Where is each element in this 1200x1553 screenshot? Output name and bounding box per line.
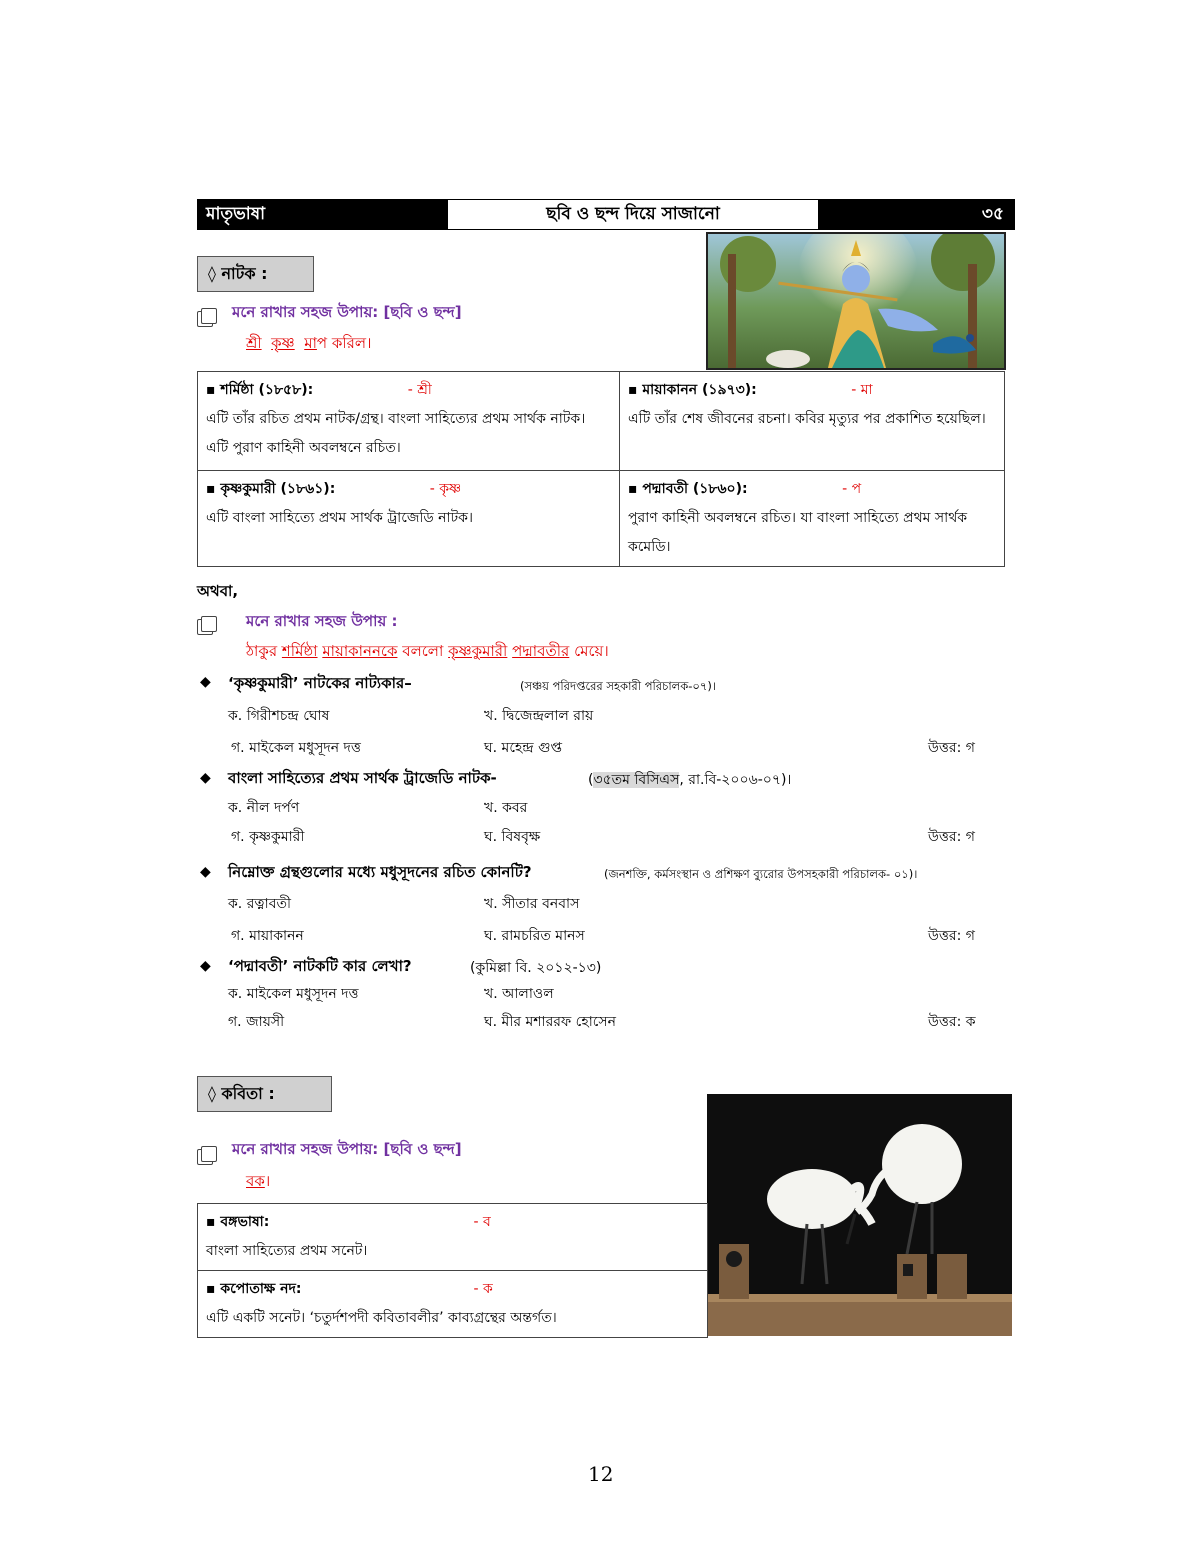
option: গ. মায়াকানন xyxy=(231,928,304,944)
mnemonic-word: পদ্মাবতীর xyxy=(512,642,570,660)
mnemonic-word: কৃষ্ণকুমারী xyxy=(448,642,508,660)
option: ক. মাইকেল মধুসূদন দত্ত xyxy=(228,986,359,1002)
tip-label: মনে রাখার সহজ উপায়: [ছবি ও ছন্দ] xyxy=(232,303,462,321)
cell-text: এটি বাংলা সাহিত্যে প্রথম সার্থক ট্রাজেডি নাটক। xyxy=(206,510,473,526)
natok-table xyxy=(197,371,1005,567)
cell-code: - ক xyxy=(473,1281,493,1297)
option: গ. কৃষ্ণকুমারী xyxy=(231,829,305,845)
cell-title: মায়াকানন (১৯৭৩): xyxy=(642,382,757,398)
mnemonic-word: ঠাকুর xyxy=(246,642,278,660)
mnemonic-word: বক xyxy=(246,1172,265,1190)
mnemonic-line-1 xyxy=(246,332,371,357)
krishna-image xyxy=(706,232,1006,370)
mnemonic-word: । xyxy=(264,1172,271,1190)
cell-title: শর্মিষ্ঠা (১৮৫৮): xyxy=(220,382,314,398)
cell-code: - শ্রী xyxy=(407,382,432,398)
mnemonic-word: শর্মিষ্ঠা xyxy=(281,642,318,660)
diamond-icon: ◆ xyxy=(200,864,211,880)
tip-label: মনে রাখার সহজ উপায় : xyxy=(246,612,398,630)
egret-image xyxy=(707,1094,1012,1336)
mnemonic-word: শ্রী xyxy=(246,334,262,352)
diamond-icon: ◆ xyxy=(200,770,211,786)
cell-code: - প xyxy=(842,481,862,497)
cell-title: বঙ্গভাষা: xyxy=(220,1214,270,1230)
table-cell: ▪ কপোতাক্ষ নদ: - ক এটি একটি সনেট। ‘চতুর্দশপদী কবিতাবলীর’ কাব্যগ্রন্থের অন্তর্গত। xyxy=(198,1271,708,1338)
note-icon xyxy=(201,616,217,632)
tip-label: মনে রাখার সহজ উপায়: [ছবি ও ছন্দ] xyxy=(232,1140,462,1158)
table-cell: ▪ পদ্মাবতী (১৮৬০): - প পুরাণ কাহিনী অবলম্বনে রচিত। যা বাংলা সাহিত্যে প্রথম সার্থক কমেডি। xyxy=(620,471,1005,567)
header-title: ছবি ও ছন্দ দিয়ে সাজানো xyxy=(448,200,818,229)
cell-title: কপোতাক্ষ নদ: xyxy=(220,1281,302,1297)
cell-text: বাংলা সাহিত্যের প্রথম সনেট। xyxy=(206,1243,368,1259)
question-source: (কুমিল্লা বি. ২০১২-১৩) xyxy=(470,960,602,976)
note-icon xyxy=(201,308,217,324)
answer: উত্তর: গ xyxy=(928,740,975,756)
answer: উত্তর: ক xyxy=(928,1014,976,1030)
cell-code: - কৃষ্ণ xyxy=(429,481,462,497)
option: খ. আলাওল xyxy=(484,986,554,1002)
egret-illustration xyxy=(707,1094,1012,1336)
table-cell: ▪ কৃষ্ণকুমারী (১৮৬১): - কৃষ্ণ এটি বাংলা সাহিত্যে প্রথম সার্থক ট্রাজেডি নাটক। xyxy=(198,471,620,567)
option: ক. নীল দর্পণ xyxy=(228,800,300,816)
option: ক. গিরীশচন্দ্র ঘোষ xyxy=(228,708,330,724)
option: খ. কবর xyxy=(484,800,528,816)
option: ঘ. রামচরিত মানস xyxy=(484,928,585,944)
mnemonic-word: কৃষ্ণ xyxy=(271,334,295,352)
option: খ. সীতার বনবাস xyxy=(484,896,580,912)
note-icon xyxy=(201,1146,217,1162)
option: খ. দ্বিজেন্দ্রলাল রায় xyxy=(484,708,594,724)
section-heading-kobita: ◊ কবিতা : xyxy=(197,1076,332,1112)
cell-text: এটি তাঁর রচিত প্রথম নাটক/গ্রন্থ। বাংলা সাহিত্যের প্রথম সার্থক নাটক। এটি পুরাণ কাহিনী অবলম্বনে রচিত। xyxy=(206,411,586,456)
diamond-icon: ◆ xyxy=(200,674,211,690)
mnemonic-word: করিল। xyxy=(331,334,372,352)
question-source xyxy=(588,768,791,792)
option: ঘ. বিষবৃক্ষ xyxy=(484,829,541,845)
page-number: 12 xyxy=(588,1462,614,1486)
question-text: ‘কৃষ্ণকুমারী’ নাটকের নাট্যকার– xyxy=(228,674,412,692)
or-label: অথবা, xyxy=(197,582,239,600)
section-heading-natok: ◊ নাটক : xyxy=(197,256,314,292)
source-part: , রা.বি-২০০৬-০৭)। xyxy=(679,772,792,788)
source-highlight: ৩৫তম বিসিএস xyxy=(593,772,680,788)
cell-text: পুরাণ কাহিনী অবলম্বনে রচিত। যা বাংলা সাহিত্যে প্রথম সার্থক কমেডি। xyxy=(628,510,968,555)
option: গ. মাইকেল মধুসূদন দত্ত xyxy=(231,740,361,756)
table-cell: ▪ শর্মিষ্ঠা (১৮৫৮): - শ্রী এটি তাঁর রচিত প্রথম নাটক/গ্রন্থ। বাংলা সাহিত্যের প্রথম সার্থক নাটক। এটি পুরাণ কাহিনী অবলম্বনে রচিত। xyxy=(198,372,620,471)
cell-title: পদ্মাবতী (১৮৬০): xyxy=(642,481,748,497)
cell-text: এটি একটি সনেট। ‘চতুর্দশপদী কবিতাবলীর’ কাব্যগ্রন্থের অন্তর্গত। xyxy=(206,1310,557,1326)
option: ঘ. মীর মশাররফ হোসেন xyxy=(484,1014,617,1030)
kobita-table xyxy=(197,1203,708,1338)
table-row xyxy=(198,1271,708,1338)
table-cell: ▪ মায়াকানন (১৯৭৩): - মা এটি তাঁর শেষ জীবনের রচনা। কবির মৃত্যুর পর প্রকাশিত হয়েছিল। xyxy=(620,372,1005,471)
question-source: (সঞ্চয় পরিদপ্তরের সহকারী পরিচালক-০৭)। xyxy=(520,679,716,693)
option: ক. রত্নাবতী xyxy=(228,896,292,912)
question-text: বাংলা সাহিত্যের প্রথম সার্থক ট্রাজেডি নাটক- xyxy=(228,769,497,787)
header-subject: মাতৃভাষা xyxy=(198,200,448,229)
option: গ. জায়সী xyxy=(228,1014,285,1030)
question-text: ‘পদ্মাবতী’ নাটকটি কার লেখা? xyxy=(228,957,412,975)
table-row xyxy=(198,372,1005,471)
question-text: নিম্নোক্ত গ্রন্থগুলোর মধ্যে মধুসূদনের রচিত কোনটি? xyxy=(228,863,532,881)
table-row xyxy=(198,1204,708,1271)
question-source: (জনশক্তি, কর্মসংস্থান ও প্রশিক্ষণ ব্যুরোর উপসহকারী পরিচালক- ০১)। xyxy=(604,867,918,881)
mnemonic-word: মেয়ে। xyxy=(574,642,609,660)
krishna-illustration xyxy=(708,234,1004,368)
answer: উত্তর: গ xyxy=(928,829,975,845)
table-cell: ▪ বঙ্গভাষা: - ব বাংলা সাহিত্যের প্রথম সনেট। xyxy=(198,1204,708,1271)
mnemonic-word: বললো xyxy=(402,642,444,660)
mnemonic-line-2 xyxy=(246,640,609,665)
header-page-ref: ৩৫ xyxy=(818,200,1014,229)
cell-code: - মা xyxy=(851,382,873,398)
option: ঘ. মহেন্দ্র গুপ্ত xyxy=(484,740,562,756)
mnemonic-word: প xyxy=(316,334,328,352)
table-row xyxy=(198,471,1005,567)
diamond-icon: ◆ xyxy=(200,958,211,974)
source-part: ( xyxy=(588,772,594,788)
mnemonic-word: মা xyxy=(304,334,317,352)
cell-code: - ব xyxy=(473,1214,491,1230)
cell-title: কৃষ্ণকুমারী (১৮৬১): xyxy=(220,481,336,497)
cell-text: এটি তাঁর শেষ জীবনের রচনা। কবির মৃত্যুর পর প্রকাশিত হয়েছিল। xyxy=(628,411,986,427)
mnemonic-word: মায়াকাননকে xyxy=(322,642,398,660)
page-header xyxy=(197,199,1015,230)
mnemonic-line-3 xyxy=(246,1170,270,1195)
answer: উত্তর: গ xyxy=(928,928,975,944)
